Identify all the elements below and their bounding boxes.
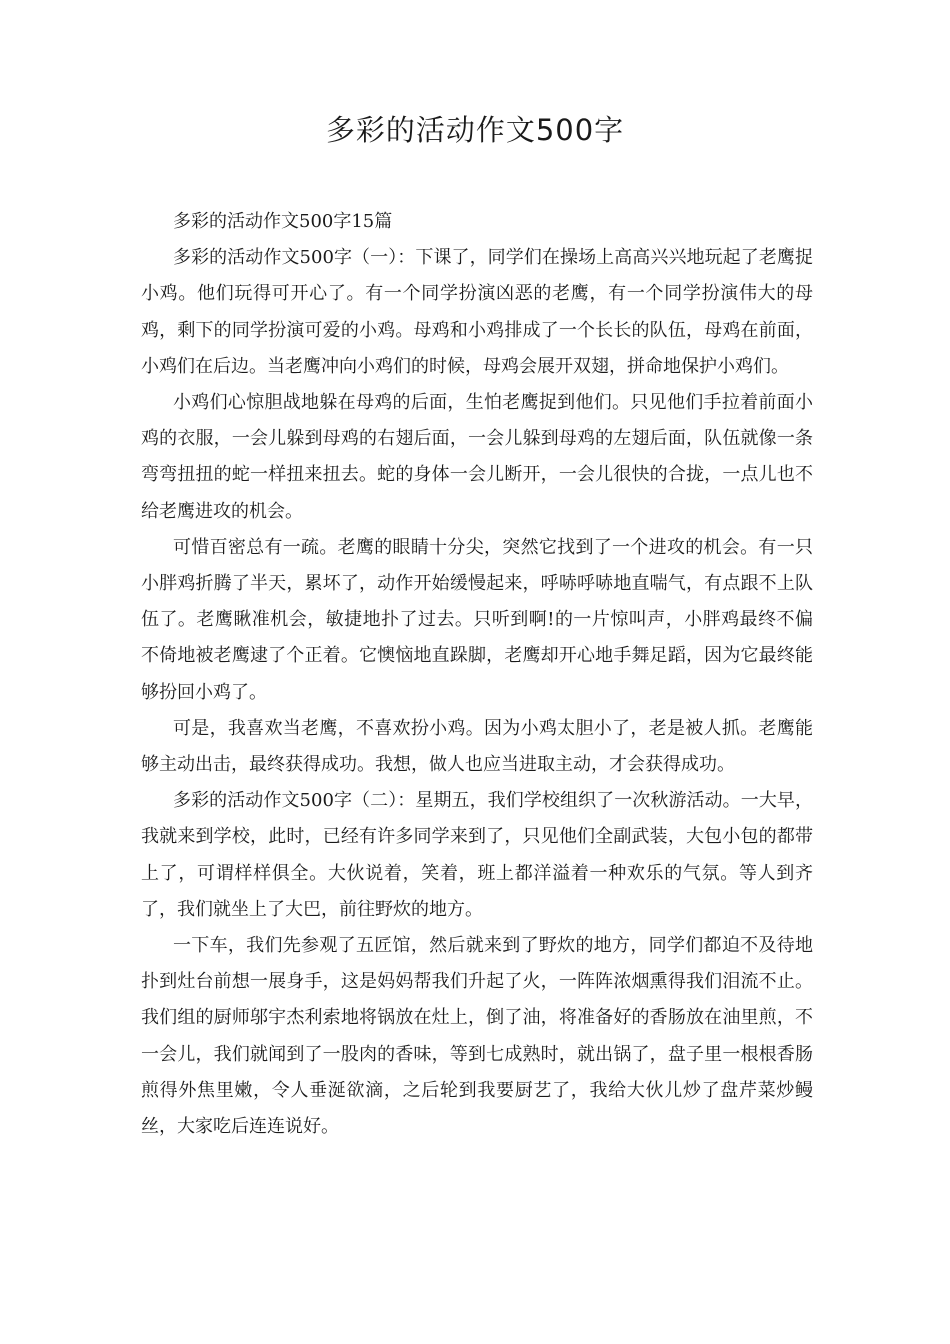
document-body <box>141 204 813 1145</box>
body-paragraph: 多彩的活动作文500字（一）：下课了，同学们在操场上高高兴兴地玩起了老鹰捉小鸡。他们玩得可开心了。有一个同学扮演凶恶的老鹰，有一个同学扮演伟大的母鸡，剩下的同学扮演可爱的小鸡。母鸡和小鸡排成了一个长长的队伍，母鸡在前面，小鸡们在后边。当老鹰冲向小鸡们的时候，母鸡会展开双翅，拼命地保护小鸡们。 <box>141 247 813 377</box>
body-paragraph: 可是，我喜欢当老鹰，不喜欢扮小鸡。因为小鸡太胆小了，老是被人抓。老鹰能够主动出击，最终获得成功。我想，做人也应当进取主动，才会获得成功。 <box>141 717 813 776</box>
body-paragraph: 一下车，我们先参观了五匠馆，然后就来到了野炊的地方，同学们都迫不及待地扑到灶台前想一展身手，这是妈妈帮我们升起了火，一阵阵浓烟熏得我们泪流不止。我们组的厨师邬宇杰利索地将锅放在灶上，倒了油，将准备好的香肠放在油里煎，不一会儿，我们就闻到了一股肉的香味，等到七成熟时，就出锅了，盘子里一根根香肠煎得外焦里嫩，令人垂涎欲滴，之后轮到我要厨艺了，我给大伙儿炒了盘芹菜炒鳗丝，大家吃后连连说好。 <box>141 935 813 1138</box>
document-title: 多彩的活动作文500字 <box>325 113 625 147</box>
body-paragraph: 可惜百密总有一疏。老鹰的眼睛十分尖，突然它找到了一个进攻的机会。有一只小胖鸡折腾了半天，累坏了，动作开始缓慢起来，呼哧呼哧地直喘气，有点跟不上队伍了。老鹰瞅准机会，敏捷地扑了过去。只听到啊!的一片惊叫声，小胖鸡最终不偏不倚地被老鹰逮了个正着。它懊恼地直跺脚，老鹰却开心地手舞足蹈，因为它最终能够扮回小鸡了。 <box>141 536 813 703</box>
subtitle-paragraph: 多彩的活动作文500字15篇 <box>173 211 393 232</box>
body-paragraph: 小鸡们心惊胆战地躲在母鸡的后面，生怕老鹰捉到他们。只见他们手拉着前面小鸡的衣服，一会儿躲到母鸡的右翅后面，一会儿躲到母鸡的左翅后面，队伍就像一条弯弯扭扭的蛇一样扭来扭去。蛇的身体一会儿断开，一会儿很快的合拢，一点儿也不给老鹰进攻的机会。 <box>141 392 813 522</box>
body-paragraph: 多彩的活动作文500字（二）：星期五，我们学校组织了一次秋游活动。一大早，我就来到学校，此时，已经有许多同学来到了，只见他们全副武装，大包小包的都带上了，可谓样样俱全。大伙说着，笑着，班上都洋溢着一种欢乐的气氛。等人到齐了，我们就坐上了大巴，前往野炊的地方。 <box>141 790 813 920</box>
